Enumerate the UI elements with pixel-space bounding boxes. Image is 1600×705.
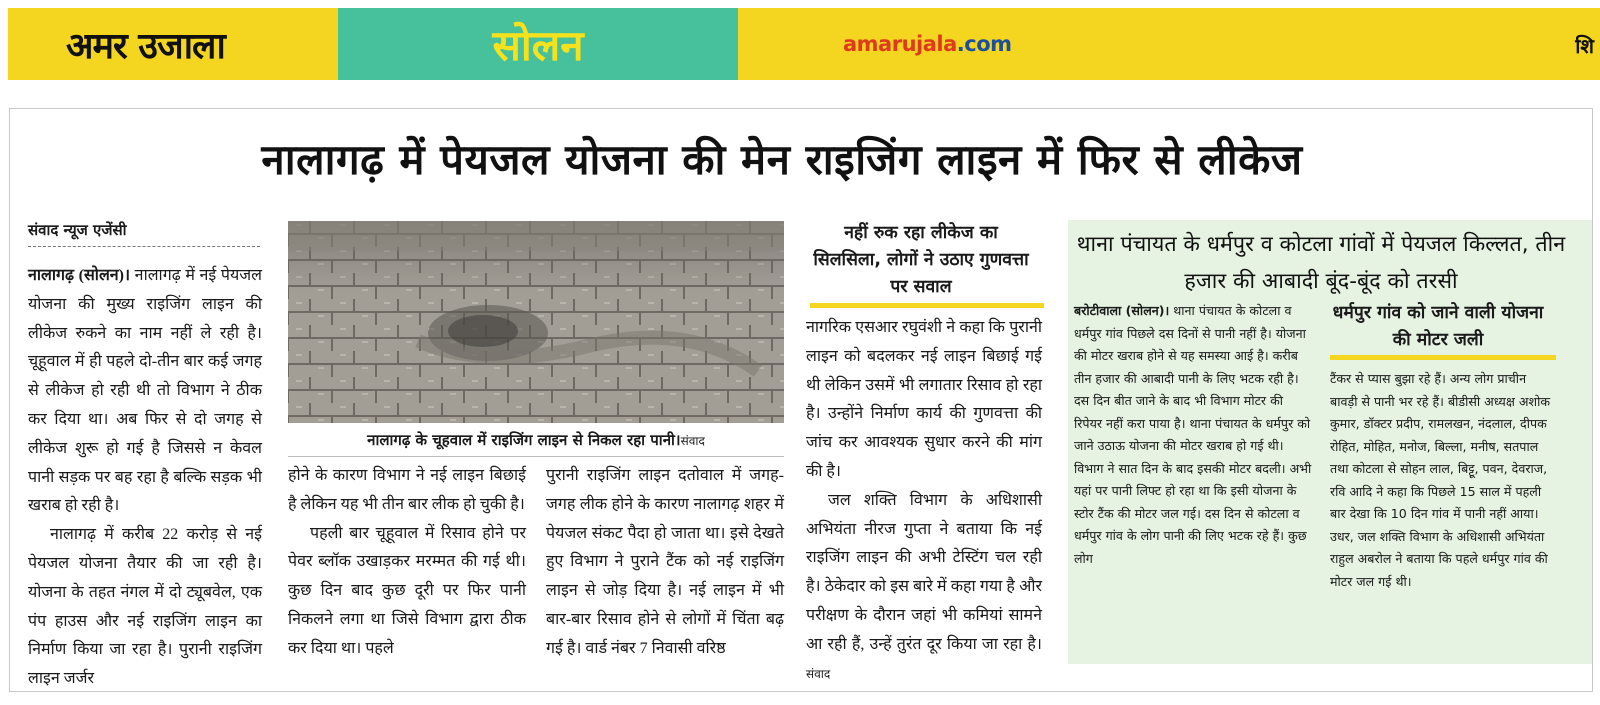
- article-column-4: [806, 314, 1042, 688]
- paragraph: [806, 487, 1042, 689]
- paragraph-text: नालागढ़ में नई पेयजल योजना की मुख्य राइजिंग लाइन की लीकेज रुकने का नाम नहीं ले रही है। चूहूवाल में ही पहले दो-तीन बार कई जगह से लीकेज हो रही थी तो विभाग ने ठीक कर दिया था। अब फिर से दो जगह से लीकेज शुरू हो गई है जिससे न केवल पानी सड़क पर बह रहा है बल्कि सड़क भी खराब हो रही है।: [28, 267, 262, 515]
- city-name: सोलन: [492, 20, 584, 70]
- paragraph-text: थाना पंचायत के कोटला व धर्मपुर गांव पिछले दस दिनों से पानी नहीं है। योजना की मोटर खराब होने से यह समस्या आई है। करीब तीन हजार की आबादी पानी के लिए भटक रही है। दस दिन बीत जाने के बाद भी विभाग मोटर की रिपेयर नहीं करा पाया है। थाना पंचायत के धर्मपुर को जाने उठाऊ योजना की मोटर खराब हो गई थी। विभाग ने सात दिन के बाद इसकी मोटर बदली। अभी यहां पर पानी लिफ्ट हो रहा था कि इसी योजना के स्टोर टैंक की मोटर जल गई। दस दिन से कोटला व धर्मपुर गांव के लोग पानी की लिए भटक रहे हैं। कुछ लोग: [1074, 303, 1312, 566]
- photo-credit: संवाद: [680, 434, 705, 448]
- paragraph: [28, 262, 262, 521]
- paragraph-text: जल शक्ति विभाग के अधिशासी अभियंता नीरज गुप्ता ने बताया कि नई राइजिंग लाइन की अभी टेस्टिंग चल रही है। ठेकेदार को इस बारे में कहा गया है और परीक्षण के दौरान जहां भी कमियां सामने आ रही हैं, उन्हें तुरंत दूर किया जा रहा है।: [806, 491, 1042, 653]
- masthead-city-edition: [338, 8, 738, 80]
- caption-divider: [288, 456, 784, 457]
- sidebar-subhead: धर्मपुर गांव को जाने वाली योजना की मोटर जली: [1332, 303, 1544, 350]
- site-domain-tld: .com: [956, 32, 1012, 56]
- article-column-2: [288, 462, 526, 664]
- article-headline: नालागढ़ में पेयजल योजना की मेन राइजिंग लाइन में फिर से लीकेज: [261, 135, 1303, 184]
- masthead-edge-text: शि: [1575, 34, 1594, 58]
- article-column-3: [546, 462, 784, 664]
- article-subhead: नहीं रुक रहा लीकेज का सिलसिला, लोगों ने उठाए गुणवत्ता पर सवाल: [813, 223, 1029, 297]
- sidebar-column-a: [1074, 300, 1312, 570]
- site-domain-link[interactable]: [843, 32, 1012, 56]
- subhead-accent-bar: [810, 303, 1044, 308]
- credit: संवाद: [806, 666, 831, 681]
- byline: संवाद न्यूज एजेंसी: [28, 220, 260, 247]
- sidebar-subhead-accent-bar: [1330, 355, 1556, 360]
- paragraph: नागरिक एसआर रघुवंशी ने कहा कि पुरानी लाइन को बदलकर नई लाइन बिछाई गई थी लेकिन उसमें भी लगातार रिसाव हो रहा है। उन्होंने निर्माण कार्य की गुणवत्ता की जांच कर आवश्यक सुधार करने की मांग की है।: [806, 319, 1042, 480]
- paragraph: नालागढ़ में करीब 22 करोड़ से नई पेयजल योजना तैयार की जा रही है। योजना के तहत नंगल में दो ट्यूबवेल, एक पंप हाउस और नई राइजिंग लाइन का निर्माण किया जा रहा है। पुरानी राइजिंग लाइन जर्जर: [28, 526, 262, 688]
- paragraph: होने के कारण विभाग ने नई लाइन बिछाई है लेकिन यह भी तीन बार लीक हो चुकी है।: [288, 467, 526, 513]
- paragraph: पहली बार चूहूवाल में रिसाव होने पर पेवर ब्लॉक उखाड़कर मरम्मत की गई थी। कुछ दिन बाद कुछ दूरी पर फिर पानी निकलने लगा था जिसे विभाग द्वारा ठीक कर दिया था। पहले: [288, 524, 526, 657]
- site-domain-name: amarujala: [843, 32, 957, 56]
- photo-caption: [288, 430, 784, 450]
- masthead-site: [738, 8, 1600, 80]
- dateline: नालागढ़ (सोलन)।: [28, 267, 131, 284]
- sidebar-story-title: थाना पंचायत के धर्मपुर व कोटला गांवों में पेयजल किल्लत, तीन हजार की आबादी बूंद-बूंद को तरसी: [1076, 232, 1566, 294]
- article-column-1: [28, 262, 262, 694]
- masthead: [8, 8, 1600, 80]
- paragraph: पुरानी राइजिंग लाइन दतोवाल में जगह-जगह लीक होने के कारण नालागढ़ शहर में पेयजल संकट पैदा हो जाता था। इसे देखते हुए विभाग ने पुराने टैंक को नई राइजिंग लाइन से जोड़ दिया है। नई लाइन में भी बार-बार रिसाव होने से लोगों में चिंता बढ़ गई है। वार्ड नंबर 7 निवासी वरिष्ठ: [546, 467, 784, 657]
- news-photo: [288, 221, 784, 423]
- masthead-brand-logo[interactable]: [8, 8, 338, 80]
- paragraph: टैंकर से प्यास बुझा रहे हैं। अन्य लोग प्राचीन बावड़ी से पानी भर रहे हैं। बीडीसी अध्यक्ष अशोक कुमार, डॉक्टर प्रदीप, रामलखन, नंदलाल, दीपक रोहित, मोहित, मनोज, बिल्ला, मनीष, सतपाल तथा कोटला से सोहन लाल, बिट्टू, पवन, देवराज, रवि आदि ने कहा कि पिछले 15 साल में पहली बार देखा कि 10 दिन गांव में पानी नहीं आया। उधर, जल शक्ति विभाग के अधिशासी अभियंता राहुल अबरोल ने बताया कि पहले धर्मपुर गांव की मोटर जल गई थी।: [1330, 371, 1550, 589]
- sidebar-column-b: [1330, 368, 1554, 593]
- paver-road-photo: [288, 221, 784, 423]
- brand-name: अमर उजाला: [66, 24, 225, 67]
- dateline: बरोटीवाला (सोलन)।: [1074, 303, 1170, 318]
- paragraph: [1074, 300, 1312, 570]
- photo-caption-text: नालागढ़ के चूहवाल में राइजिंग लाइन से निकल रहा पानी।: [367, 431, 681, 449]
